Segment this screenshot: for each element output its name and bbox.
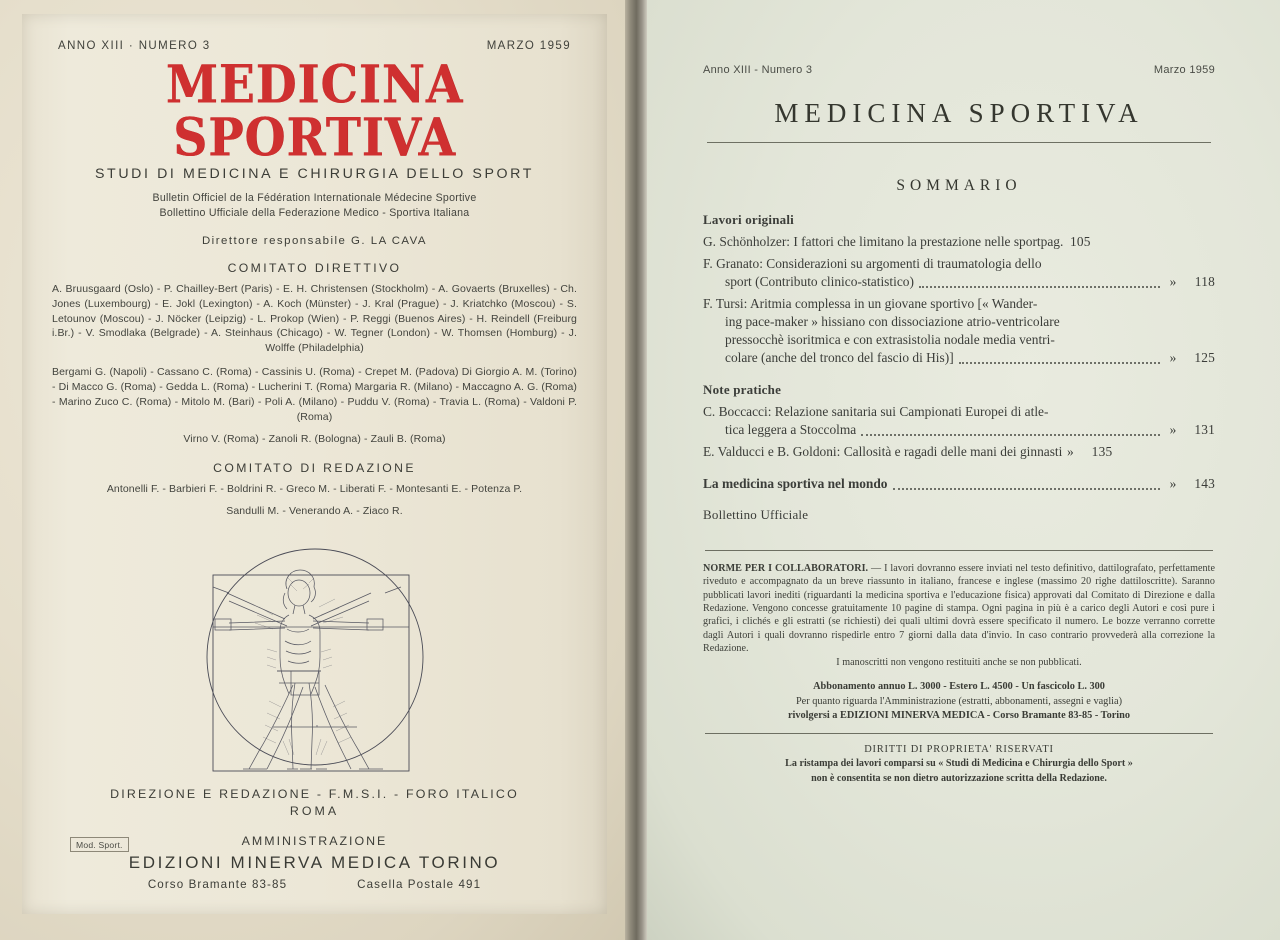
book-gutter xyxy=(625,0,647,940)
toc-entry-title-cont: ing pace-maker » hissiano con dissociazione atrio-ventricolare xyxy=(725,314,1060,330)
toc-entry[interactable] xyxy=(703,295,1215,367)
toc-entry-lastline xyxy=(703,273,1215,291)
masthead-title: MEDICINA SPORTIVA xyxy=(165,54,464,169)
toc-entry-mark: » xyxy=(1169,274,1177,290)
imprint-publisher: EDIZIONI MINERVA MEDICA TORINO xyxy=(128,852,501,872)
toc-entry-mark: » xyxy=(1169,422,1177,438)
toc-entry[interactable] xyxy=(703,403,1215,439)
contents-journal-title: MEDICINA SPORTIVA xyxy=(774,98,1144,128)
cover-topline xyxy=(52,40,577,52)
toc-entry-mark: » xyxy=(1169,476,1177,492)
toc-bollettino-entry[interactable]: Bollettino Ufficiale xyxy=(703,507,809,523)
toc-entry-title: La medicina sportiva nel mondo xyxy=(703,476,888,492)
contents-content xyxy=(655,30,1255,910)
library-stamp: Mod. Sport. xyxy=(70,837,129,852)
subscription-rates: Abbonamento annuo L. 3000 - Estero L. 4500 - Un fascicolo L. 300 xyxy=(813,681,1105,693)
masthead-subtitle: STUDI DI MEDICINA E CHIRURGIA DELLO SPORT xyxy=(94,166,534,182)
toc-entry-title: F. Granato: Considerazioni su argomenti di traumatologia dello xyxy=(703,256,1042,272)
imprint-post-box: Casella Postale 491 xyxy=(357,877,482,891)
bulletin-italian: Bollettino Ufficiale della Federazione Medico - Sportiva Italiana xyxy=(159,207,470,220)
comitato-direttivo-heading: COMITATO DIRETTIVO xyxy=(227,260,402,275)
collaborator-notice-heading: NORME PER I COLLABORATORI. xyxy=(703,562,869,574)
director-line: Direttore responsabile G. LA CAVA xyxy=(201,234,428,247)
table-of-contents xyxy=(703,211,1215,524)
notice-top-rule xyxy=(705,550,1213,551)
imprint-direzione: DIREZIONE E REDAZIONE - F.M.S.I. - FORO ITALICO xyxy=(110,786,519,801)
contents-topline xyxy=(703,64,1215,76)
collaborator-notice xyxy=(703,562,1215,669)
comitato-redazione-members-last: Sandulli M. - Venerando A. - Ziaco R. xyxy=(226,504,403,517)
toc-entry-page: 143 xyxy=(1194,476,1215,492)
toc-entry-page: 125 xyxy=(1194,350,1215,366)
collaborator-notice-body: I lavori dovranno essere inviati nel testo definitivo, dattilografato, perfettamente riveduto e accompagnato da un breve riassunto in italiano, francese e inglese (massimo 20 righe dattiloscritte). Saranno pubblicati lavori inediti (riguardanti la medicina sportiva e l'educazione fisica) approvati dal Comitato di Direzione e dalla Redazione. Vengono concesse gratuitamente 10 pagine di stampa. Ogni pagina in più è a carico degli Autori e così pure i grafici, i clichés e gli estratti (se richiesti) dei quali ultimi dovrà essere specificato il numero. Le bozze verranno corrette dagli Autori i quali dovranno rispedirle entro 7 giorni dalla data d'invio. In caso contrario provvederà alla correzione la Redazione. xyxy=(703,562,1215,655)
toc-entry-mark: pag. xyxy=(1040,234,1064,250)
toc-entry-lastline xyxy=(703,421,1215,439)
comitato-redazione-members: Antonelli F. - Barbieri F. - Boldrini R. - Greco M. - Liberati F. - Montesanti E. - Potenza P. xyxy=(106,482,523,495)
toc-entry-title: C. Boccacci: Relazione sanitaria sui Campionati Europei di atle- xyxy=(703,404,1049,420)
comitato-direttivo-italian: Bergami G. (Napoli) - Cassano C. (Roma) - Cassinis U. (Roma) - Crepet M. (Padova) Di Giorgio A. M. (Torino) - Di Macco G. (Roma) - Gedda L. (Roma) - Lucherini T. (Roma) Margaria R. (Milano) - Maccagno A. G. (Roma) - Marino Zuco C. (Roma) - Mitolo M. (Bari) - Poli A. (Milano) - Puddu V. (Roma) - Travia L. (Roma) - Valdoni P. (Roma) xyxy=(52,366,577,423)
comitato-redazione-heading: COMITATO DI REDAZIONE xyxy=(213,460,416,475)
cover-page xyxy=(0,0,625,940)
toc-leader-dots xyxy=(919,285,1160,288)
cover-issue-date: MARZO 1959 xyxy=(486,40,571,52)
toc-entry-title: F. Tursi: Aritmia complessa in un giovane sportivo [« Wander- xyxy=(703,296,1038,312)
toc-entry-title-cont: pressocchè isoritmica e con extrasistolia nodale media ventri- xyxy=(725,332,1055,348)
toc-entry-lastline xyxy=(703,349,1215,367)
toc-entry-title-cont: colare (anche del tronco del fascio di His)] xyxy=(725,350,954,366)
toc-entry-page: 135 xyxy=(1091,444,1113,460)
toc-entry-page: 131 xyxy=(1194,422,1215,438)
toc-entry-title: E. Valducci e B. Goldoni: Callosità e ragadi delle mani dei ginnasti xyxy=(703,444,1063,460)
rights-line-1: La ristampa dei lavori comparsi su « Studi di Medicina e Chirurgia dello Sport » xyxy=(785,758,1133,770)
cover-content xyxy=(22,14,607,914)
toc-entry[interactable] xyxy=(703,443,1215,461)
toc-leader-dots xyxy=(861,433,1160,436)
subscription-block xyxy=(703,680,1215,724)
subscription-contact-line: rivolgersi a EDIZIONI MINERVA MEDICA - Corso Bramante 83-85 - Torino xyxy=(787,710,1131,722)
cover-imprint xyxy=(52,787,577,891)
toc-entry-mark: » xyxy=(1067,444,1074,460)
rights-separator-rule xyxy=(705,733,1213,734)
title-rule xyxy=(707,142,1211,143)
rights-notice xyxy=(703,743,1215,786)
collaborator-notice-closing: I manoscritti non vengono restituiti anche se non pubblicati. xyxy=(836,656,1082,668)
cover-illustration-wrap xyxy=(52,531,577,777)
contents-issue-number: Anno XIII - Numero 3 xyxy=(703,64,813,76)
imprint-contact-row xyxy=(52,878,577,891)
toc-entry-mark: » xyxy=(1169,350,1177,366)
toc-entry-page: 105 xyxy=(1069,234,1091,250)
imprint-amministrazione: AMMINISTRAZIONE xyxy=(241,833,388,848)
rights-line-2: non è consentita se non dietro autorizzazione scritta della Redazione. xyxy=(811,772,1107,784)
vitruvian-man-illustration xyxy=(199,531,431,777)
bulletin-french: Bulletin Officiel de la Fédération Internationale Médecine Sportive xyxy=(152,192,477,204)
toc-entry[interactable] xyxy=(703,233,1215,251)
toc-entry-title-cont: sport (Contributo clinico-statistico) xyxy=(725,274,914,290)
toc-entry-title: G. Schönholzer: I fattori che limitano la prestazione nelle sport xyxy=(703,234,1041,250)
collaborator-notice-dash: — xyxy=(871,562,882,574)
sommario-heading: SOMMARIO xyxy=(896,177,1022,194)
imprint-city: ROMA xyxy=(289,803,340,818)
comitato-direttivo-international: A. Bruusgaard (Oslo) - P. Chailley-Bert (Paris) - E. H. Christensen (Stockholm) - A. Govaerts (Bruxelles) - Ch. Jones (Luxembourg) - E. Jokl (Lexington) - A. Koch (Münster) - J. Kral (Prague) - J. Kriatchko (Moscou) - S. Letounov (Moscou) - J. Nöcker (Leipzig) - L. Prokop (Wien) - P. Reggi (Buenos Aires) - H. Reindell (Freiburg i.Br.) - V. Smodlaka (Belgrade) - A. Steinhaus (Chicago) - W. Tegner (London) - W. Thomsen (Homburg) - J. Wolffe (Philadelphia) xyxy=(52,282,577,355)
subscription-admin-line: Per quanto riguarda l'Amministrazione (estratti, abbonamenti, assegni e vaglia) xyxy=(795,695,1123,707)
rights-heading: DIRITTI DI PROPRIETA' RISERVATI xyxy=(864,743,1054,755)
toc-group-heading: Note pratiche xyxy=(703,382,782,398)
toc-leader-dots xyxy=(959,361,1160,364)
bulletin-lines xyxy=(52,191,577,222)
imprint-street-address: Corso Bramante 83-85 xyxy=(147,877,288,891)
contents-page xyxy=(647,0,1280,940)
cover-issue-number: ANNO XIII · NUMERO 3 xyxy=(58,40,211,52)
comitato-direttivo-italian-last: Virno V. (Roma) - Zanoli R. (Bologna) - Zauli B. (Roma) xyxy=(183,432,446,445)
toc-entry[interactable] xyxy=(703,475,1215,493)
toc-leader-dots xyxy=(893,487,1160,490)
toc-entry[interactable] xyxy=(703,255,1215,291)
toc-group-heading: Lavori originali xyxy=(703,212,794,227)
contents-issue-date: Marzo 1959 xyxy=(1153,64,1215,76)
toc-entry-title-cont: tica leggera a Stoccolma xyxy=(725,422,857,438)
toc-entry-page: 118 xyxy=(1194,274,1215,290)
